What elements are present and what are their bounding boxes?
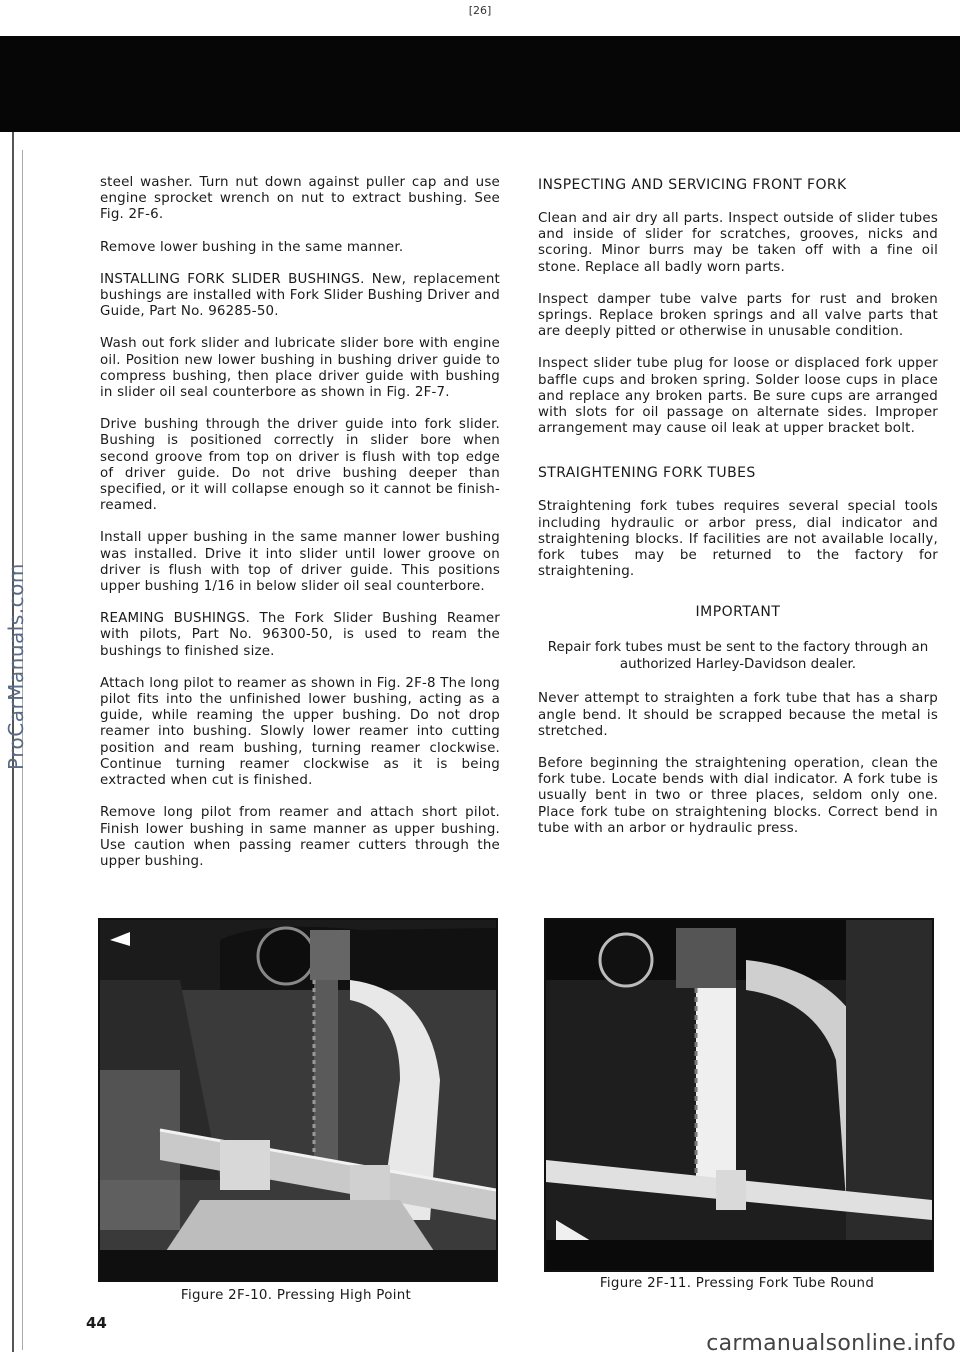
left-paragraph-1: steel washer. Turn nut down against puller cap and use engine sprocket wrench on nut to extract bushing. See Fig. 2F-6. (100, 175, 500, 223)
footer-watermark: carmanualsonline.info (706, 1331, 956, 1356)
left-paragraph-3: INSTALLING FORK SLIDER BUSHINGS. New, replacement bushings are installed with Fork Slider Bushing Driver and Guide, Part No. 96285-50. (100, 271, 500, 320)
figure-2f-10-photo (98, 918, 498, 1282)
figure-2f-11-photo (544, 918, 934, 1272)
left-paragraph-5: Drive bushing through the driver guide into fork slider. Bushing is positioned correctly in slider bore when second groove from top on driver is flush with top edge of driver guide. Do not drive bushing deeper than specified, or it will collapse enough so it cannot be finish-reamed. (100, 417, 500, 514)
page-number: 44 (86, 1314, 107, 1332)
left-paragraph-8: Attach long pilot to reamer as shown in Fig. 2F-8 The long pilot fits into the unfinished lower bushing, acting as a guide, while reaming the upper bushing. Do not drop reamer into bushing. Slowly lower reamer into cutting position and ream bushing, turning reamer clockwise. Continue turning reamer clockwise as it is being extracted when cut is finished. (100, 675, 500, 789)
heading-straightening: STRAIGHTENING FORK TUBES (538, 465, 756, 482)
important-title: IMPORTANT (695, 604, 781, 621)
left-paragraph-2: Remove lower bushing in the same manner. (100, 239, 404, 255)
left-paragraph-9: Remove long pilot from reamer and attach short pilot. Finish lower bushing in same manner as upper bushing. Use caution when passing reamer cutters through the upper bushing. (100, 805, 500, 869)
left-paragraph-4: Wash out fork slider and lubricate slider bore with engine oil. Position new lower bushing in bushing driver guide to compress bushing, then place driver guide with bushing in slider oil seal counterbore as shown in Fig. 2F-7. (100, 336, 500, 401)
press-photo-illustration (100, 920, 496, 1280)
right-column (538, 175, 938, 853)
right-paragraph-1: Clean and air dry all parts. Inspect outside of slider tubes and inside of slider for scratches, grooves, nicks and scoring. Minor burrs may be taken off with a fine oil stone. Replace all badly worn parts. (538, 211, 938, 275)
figure-2f-11-caption: Figure 2F-11. Pressing Fork Tube Round (599, 1276, 875, 1291)
page-top-label: [26] (468, 4, 492, 17)
right-paragraph-4: Straightening fork tubes requires several special tools including hydraulic or arbor press, dial indicator and straightening blocks. If facilities are not available locally, fork tubes may be returned to the factory for straightening. (538, 499, 938, 580)
important-note: Repair fork tubes must be sent to the factory through an authorized Harley-Davidson dealer. (547, 640, 929, 672)
heading-inspecting-servicing: INSPECTING AND SERVICING FRONT FORK (538, 177, 847, 193)
side-watermark: ProCarManuals.com (4, 563, 28, 770)
header-black-band (0, 36, 960, 132)
press-photo-illustration-2 (546, 920, 932, 1270)
right-paragraph-5: Never attempt to straighten a fork tube that has a sharp angle bend. It should be scrapped because the metal is stretched. (538, 691, 938, 739)
right-paragraph-6: Before beginning the straightening operation, clean the fork tube. Locate bends with dial indicator. A fork tube is usually bent in two or three places, seldom only one. Place fork tube on straightening blocks. Correct bend in tube with an arbor or hydraulic press. (538, 756, 938, 836)
right-paragraph-3: Inspect slider tube plug for loose or displaced fork upper baffle cups and broken spring. Solder loose cups in place and replace any broken parts. Be sure cups are arranged with slots for oil passage on alternate sides. Improper arrangement may cause oil leak at upper bracket bolt. (538, 356, 938, 437)
left-column (100, 175, 500, 886)
left-paragraph-6: Install upper bushing in the same manner lower bushing was installed. Drive it into slider until lower groove on driver is flush with top of driver guide. This positions upper bushing 1/16 in below slider oil seal counterbore. (100, 530, 500, 595)
figure-2f-10-caption: Figure 2F-10. Pressing High Point (180, 1288, 412, 1303)
left-paragraph-7: REAMING BUSHINGS. The Fork Slider Bushing Reamer with pilots, Part No. 96300-50, is used to ream the bushings to finished size. (100, 611, 500, 659)
right-paragraph-2: Inspect damper tube valve parts for rust and broken springs. Replace broken springs and all valve parts that are deeply pitted or otherwise in unusable condition. (538, 291, 938, 340)
